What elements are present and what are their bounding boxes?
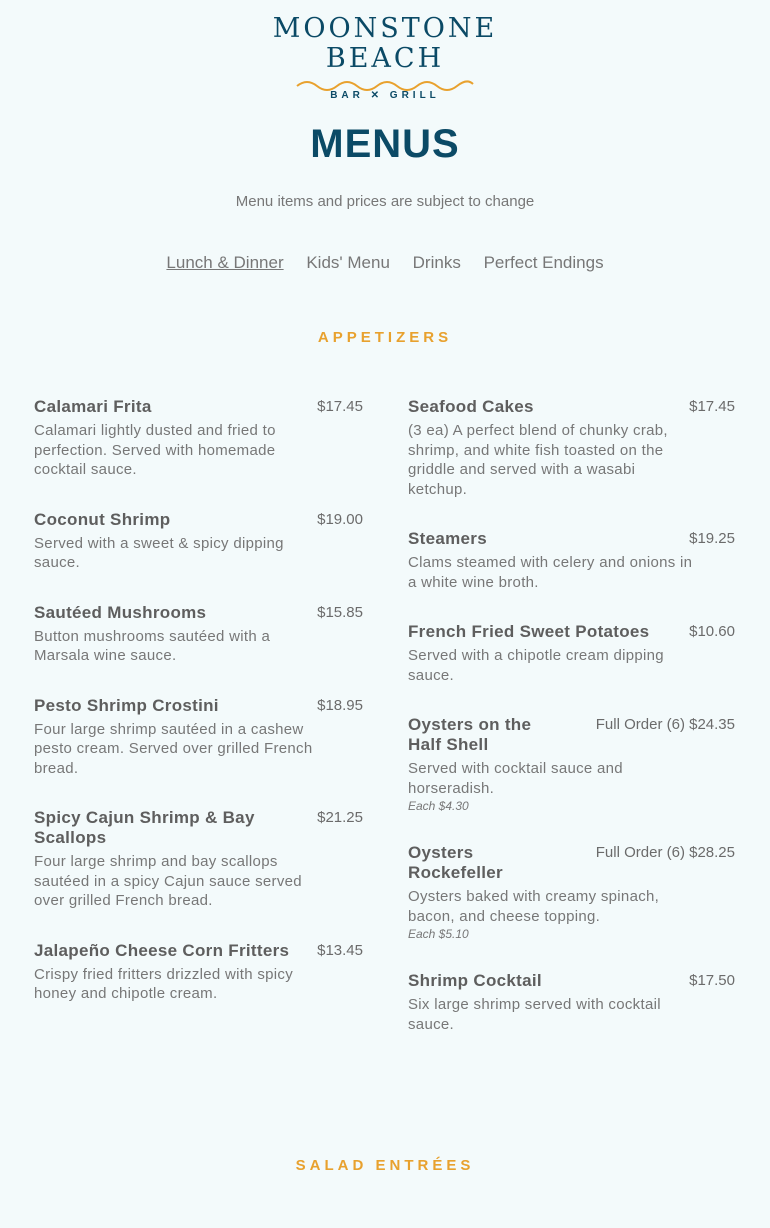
item-description: Four large shrimp sautéed in a cashew pesto cream. Served over grilled French bread. (34, 720, 313, 777)
item-name: Shrimp Cocktail (408, 971, 542, 990)
item-name: Pesto Shrimp Crostini (34, 695, 219, 715)
appetizers-left-column (34, 397, 363, 1034)
item-name: Spicy Cajun Shrimp & Bay Scallops (34, 808, 255, 847)
menu-item (34, 808, 363, 911)
item-name: French Fried Sweet Potatoes (408, 622, 650, 641)
menu-item (408, 529, 735, 592)
item-description: Four large shrimp and bay scallops sautéed in a spicy Cajun sauce served over grilled French bread. (34, 853, 302, 909)
logo-line1: MOONSTONE (272, 13, 498, 44)
item-name: Calamari Frita (34, 397, 152, 416)
item-description: Calamari lightly dusted and fried to perfection. Served with homemade cocktail sauce. (34, 422, 276, 478)
item-description: (3 ea) A perfect blend of chunky crab, shrimp, and white fish toasted on the griddle and served with a wasabi ketchup. (408, 422, 668, 498)
menu-item (408, 715, 735, 813)
item-description: Six large shrimp served with cocktail sauce. (408, 996, 661, 1033)
menu-item (408, 397, 735, 499)
appetizers-right-column (408, 397, 735, 1064)
item-name: Oysters on the Half Shell (408, 715, 532, 754)
item-price: $13.45 (317, 941, 363, 959)
item-each-price: Each $4.30 (408, 799, 469, 813)
menu-item (34, 510, 363, 573)
item-description: Crispy fried fritters drizzled with spicy honey and chipotle cream. (34, 965, 294, 1002)
logo-line2: BEACH (325, 43, 445, 74)
item-description: Served with a sweet & spicy dipping sauce. (34, 534, 284, 571)
item-each-price: Each $5.10 (408, 927, 469, 941)
item-name: Steamers (408, 529, 487, 548)
item-description: Served with cocktail sauce and horseradish. (408, 760, 623, 797)
menu-item (34, 696, 363, 779)
menu-item (408, 622, 735, 685)
item-price: Full Order (6) $24.35 (595, 716, 735, 733)
item-description: Served with a chipotle cream dipping sauce. (408, 647, 664, 684)
item-name: Seafood Cakes (408, 397, 534, 416)
item-price: $17.50 (689, 972, 735, 989)
item-price: $18.95 (317, 696, 363, 714)
item-price: $15.85 (317, 603, 363, 621)
item-name: Oysters Rockefeller (408, 843, 503, 882)
menu-item (408, 971, 735, 1034)
item-price: $19.00 (317, 510, 363, 528)
page-title: MENUS (310, 122, 460, 166)
item-description: Clams steamed with celery and onions in a white wine broth. (408, 554, 693, 591)
menu-item (34, 397, 363, 480)
menu-item (34, 603, 363, 666)
item-price: $17.45 (689, 398, 735, 415)
item-price: $10.60 (689, 623, 735, 640)
logo-subtitle: BAR ✕ GRILL (330, 90, 440, 101)
item-description: Button mushrooms sautéed with a Marsala wine sauce. (34, 627, 271, 664)
logo[interactable] (0, 14, 770, 101)
tab-perfect-endings[interactable]: Perfect Endings (483, 253, 604, 272)
subtitle: Menu items and prices are subject to change (235, 193, 535, 210)
item-price: $17.45 (317, 398, 363, 415)
item-price: Full Order (6) $28.25 (595, 844, 735, 861)
menu-item (408, 843, 735, 941)
item-name: Coconut Shrimp (34, 509, 171, 529)
item-description: Oysters baked with creamy spinach, bacon, and cheese topping. (408, 888, 660, 925)
menu-tabs (0, 253, 770, 273)
item-price: $21.25 (317, 809, 363, 826)
section-title-appetizers: APPETIZERS (317, 329, 453, 346)
item-price: $19.25 (689, 530, 735, 547)
tab-lunch-dinner[interactable]: Lunch & Dinner (166, 253, 284, 272)
item-name: Sautéed Mushrooms (34, 602, 207, 622)
item-name: Jalapeño Cheese Corn Fritters (34, 940, 290, 960)
menu-item (34, 941, 363, 1004)
section-title-salad-entrees: SALAD ENTRÉES (295, 1157, 475, 1174)
tab-kids-menu[interactable]: Kids' Menu (306, 253, 390, 272)
tab-drinks[interactable]: Drinks (412, 253, 461, 272)
